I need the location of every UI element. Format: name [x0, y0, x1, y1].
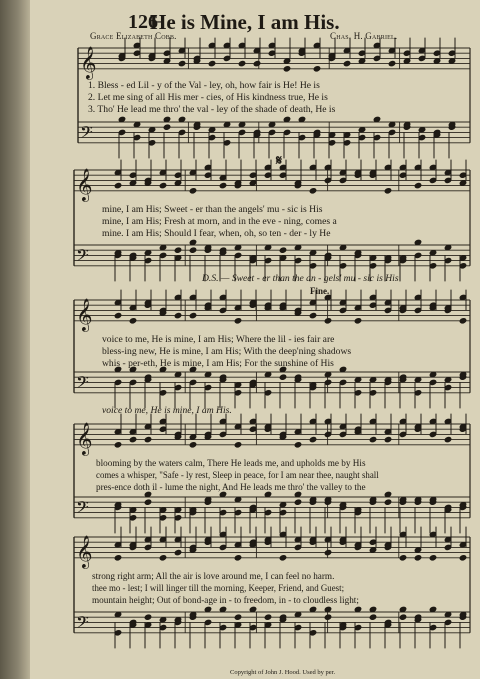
lyric-line: thee mo - lest; I will linger till the morning, Keeper, Friend, and Guest;	[92, 583, 345, 593]
lyric-line: whis - per-eth, He is mine, I am His; For the sunshine of His	[102, 358, 334, 369]
lyric-line: voice to me, He is mine, I am His; Where the lil - ies fair are	[102, 334, 335, 345]
copyright-footer: Copyright of John J. Hood. Used by per.	[230, 669, 336, 676]
book-spine	[0, 0, 30, 679]
lyric-line: 2. Let me sing of all His mer - cies, of His kindness true, He is	[88, 92, 328, 103]
ds-line: D.S. — Sweet - er than the an - gels' mu - sic is His	[202, 273, 399, 284]
hymn-title: He is Mine, I am His.	[150, 10, 340, 34]
lyric-line-under: voice to me, He is mine, I am His.	[102, 405, 232, 416]
segno-sign: 𝄋	[276, 154, 283, 169]
fine-mark: Fine.	[310, 286, 330, 296]
composer-credit: Chas. H. Gabriel.	[330, 31, 398, 41]
lyric-line: strong right arm; All the air is love around me, I can feel no harm.	[92, 571, 335, 581]
lyric-line: mine. I am His; Should I fear, when, oh, so ten - der - ly He	[102, 228, 331, 239]
lyric-line: 3. Tho' He lead me thro' the val - ley of the shade of death, He is	[88, 104, 336, 115]
lyricist-credit: Grace Elizabeth Cobb.	[90, 31, 177, 41]
svg-text:𝄞: 𝄞	[80, 45, 97, 79]
lyric-line: mine, I am His; Fresh at morn, and in the eve - ning, comes a	[102, 216, 337, 227]
svg-text:𝄢: 𝄢	[76, 371, 89, 396]
lyric-line: pres-ence doth il - lume the night, And He leads me thro' the valley to the	[96, 482, 366, 492]
svg-text:𝄢: 𝄢	[76, 496, 89, 521]
svg-text:𝄞: 𝄞	[76, 297, 93, 331]
svg-text:𝄞: 𝄞	[76, 167, 93, 201]
lyric-line: bless-ing new, He is mine, I am His; With the deep'ning shadows	[102, 346, 352, 357]
svg-text:𝄞: 𝄞	[76, 421, 93, 455]
svg-text:𝄢: 𝄢	[76, 611, 89, 636]
svg-text:𝄞: 𝄞	[76, 534, 93, 568]
lyric-line: comes a whisper, "Safe - ly rest, Sleep in peace, for I am near thee, naught shall	[96, 470, 379, 480]
lyric-line: mountain height; Out of bond-age in - to freedom, in - to cloudless light;	[92, 595, 359, 605]
svg-text:𝄢: 𝄢	[80, 121, 93, 146]
svg-text:𝄢: 𝄢	[76, 244, 89, 269]
lyric-line: blooming by the waters calm, There He leads me, and upholds me by His	[96, 458, 366, 468]
lyric-line: mine, I am His; Sweet - er than the angels' mu - sic is His	[102, 204, 323, 215]
hymnal-page	[30, 0, 480, 679]
hymn-number: 126	[128, 11, 158, 33]
lyric-line: 1. Bless - ed Lil - y of the Val - ley, oh, how fair is He! He is	[88, 80, 320, 91]
